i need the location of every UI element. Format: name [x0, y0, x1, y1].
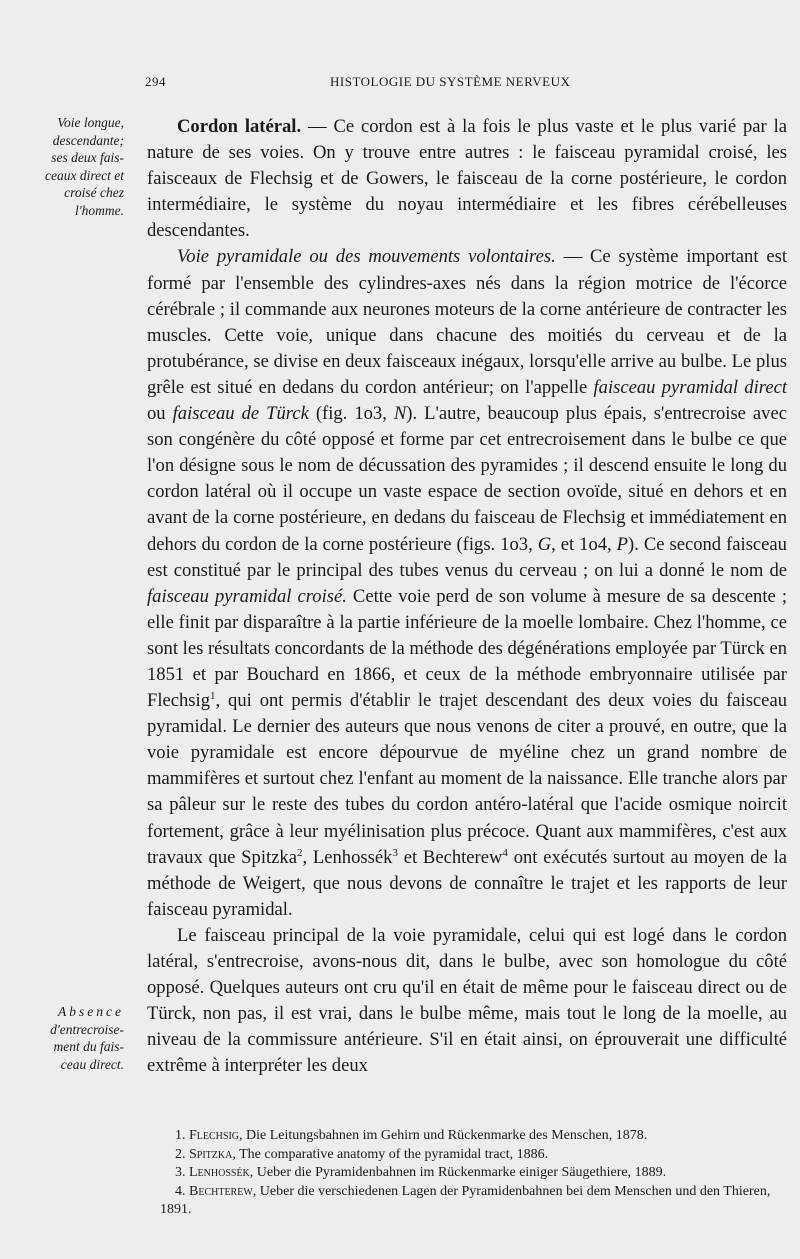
footnote-ref: 3: [392, 846, 398, 859]
figure-letter: G: [537, 533, 552, 555]
paragraph-text: ). L'autre, beaucoup plus épais, s'entrecroise avec son congénère du côté opposé et forme par cet entrecroisement dans le bulbe ce que l'on désigne sous le nom de décussation des pyramides ; il descend ensuite le long du cordon latéral où il occupe un vaste espace de section ovoïde, situé en dehors et en avant de la corne postérieure, en dedans du faisceau de Flechsig et immédiatement en dehors du cordon de la corne postérieure (figs. 1o3,: [147, 403, 787, 555]
paragraph-text: , qui ont permis d'établir le trajet descendant des deux voies du faisceau pyramidal. Le dernier des auteurs que nous venons de citer a prouvé, en outre, que la voie pyramidale est encore dépourvue de myéline chez un grand nombre de mammifères et surtout chez l'enfant au moment de la naissance. Elle tranche alors par sa pâleur sur le reste des tubes du cordon antéro-latéral que l'acide osmique noircit fortement, grâce à leur myélinisation plus précoce. Quant aux mammifères, c'est aux travaux que Spitzka: [147, 690, 787, 868]
paragraph-text: ou: [147, 403, 173, 425]
margin-note-line: Voie longue,: [57, 115, 124, 130]
margin-note-voie-longue: [6, 114, 124, 219]
paragraph-text: , Lenhossék: [302, 846, 393, 868]
footnote-number: 4.: [175, 1183, 186, 1199]
paragraph-faisceau-principal: Le faisceau principal de la voie pyramidale, celui qui est logé dans le cordon latéral, s'entrecroise, avons-nous dit, dans le bulbe, avec son homologue du côté opposé. Quelques auteurs ont cru qu'il en était de même pour le faisceau direct ou de Türck, non pas, il est vrai, dans le bulbe même, mais tout le long de la moelle, au niveau de la commissure antérieure. S'il en était ainsi, on éprouverait une difficulté extrême à interpréter les deux: [147, 924, 787, 1077]
term-italic: faisceau pyramidal direct: [593, 376, 787, 398]
footnotes: [160, 1127, 780, 1220]
footnote-author: Spitzka: [189, 1146, 233, 1162]
body-text: [147, 114, 787, 1079]
paragraph-cordon-lateral: [147, 114, 787, 244]
paragraph-text: et Bechterew: [397, 846, 503, 868]
page-number: 294: [145, 74, 166, 89]
footnote-ref: 4: [502, 846, 508, 859]
margin-note-line: ses deux fais-: [51, 150, 124, 165]
margin-note-line: d'entrecroise-: [50, 1021, 124, 1037]
margin-note-line: ment du fais-: [53, 1039, 124, 1054]
figure-letter: P: [616, 533, 629, 555]
paragraph-text: — Ce cordon est à la fois le plus vaste et le plus varié par la nature de ses voies. On y trouve entre autres : le faisceau pyramidal croisé, les faisceaux de Flechsig et de Gowers, le faisceau de la corne postérieure, le cordon intermédiaire, le système du noyau intermédiaire et les fibres cérébelleuses descendantes.: [147, 116, 787, 242]
footnote-author: Lenhossék: [189, 1165, 250, 1181]
footnote-text: , Ueber die Pyramidenbahnen im Rückenmarke einiger Säugethiere, 1889.: [249, 1165, 667, 1181]
section-heading: Cordon latéral.: [177, 116, 302, 137]
footnote-text: , The comparative anatomy of the pyramidal tract, 1886.: [232, 1146, 549, 1162]
paragraph-text: ont exécutés surtout au moyen de la méthode de Weigert, que nous devons de connaître le trajet et les rapports de leur faisceau pyramidal.: [147, 846, 787, 920]
paragraph-text: (fig. 1o3,: [308, 403, 394, 425]
footnote-number: 2.: [175, 1146, 186, 1162]
margin-note-line: croisé chez: [64, 185, 124, 200]
paragraph-text: — Ce système important est formé par l'ensemble des cylindres-axes nés dans la région motrice de l'écorce cérébrale ; il commande aux neurones moteurs de la corne antérieure de contracter les muscles. Cette voie, unique dans chacune des moitiés du cerveau et de la protubérance, se divise en deux faisceaux inégaux, lorsqu'elle arrive au bulbe. Le plus grêle est situé en dedans du cordon antérieur; on l'appelle: [147, 246, 787, 398]
subsection-title: Voie pyramidale ou des mouvements volontaires.: [177, 246, 556, 268]
paragraph-text: ). Ce second faisceau est constitué par le principal des tubes venus du cerveau ; on lui a donné le nom de: [147, 533, 787, 581]
paragraph-text: , et 1o4,: [551, 533, 617, 555]
running-title: HISTOLOGIE DU SYSTÈME NERVEUX: [330, 74, 571, 89]
footnote-1: [160, 1127, 780, 1146]
footnote-2: [160, 1146, 780, 1165]
footnote-text: , Die Leitungsbahnen im Gehirn und Rückenmarke des Menschen, 1878.: [239, 1128, 648, 1143]
margin-note-line: ceaux direct et: [45, 167, 124, 183]
margin-note-absence: [6, 1003, 124, 1073]
paragraph-text: Cette voie perd de son volume à mesure de sa descente ; elle finit par disparaître à la partie inférieure de la moelle lombaire. Chez l'homme, ce sont les résultats concordants de la méthode des dégénérations employée par Türck en 1851 et par Bouchard en 1866, et ceux de la méthode embryonnaire utilisée par Flechsig: [147, 585, 787, 712]
footnote-text: , Ueber die verschiedenen Lagen der Pyramidenbahnen bei dem Menschen und den Thieren, 1891.: [160, 1183, 771, 1218]
footnote-4: [160, 1183, 780, 1220]
footnote-3: [160, 1164, 780, 1183]
term-italic: faisceau pyramidal croisé.: [147, 585, 347, 607]
footnote-author: Flechsig: [189, 1128, 240, 1143]
figure-letter: N: [393, 403, 407, 425]
footnote-ref: 1: [210, 689, 216, 702]
term-italic: faisceau de Türck: [172, 403, 309, 425]
margin-note-line: ceau direct.: [60, 1056, 124, 1072]
footnote-ref: 2: [296, 846, 303, 859]
margin-note-line: l'homme.: [74, 202, 124, 218]
footnote-author: Bechterew: [189, 1183, 253, 1199]
margin-note-line: descendante;: [52, 132, 124, 148]
footnote-number: 1.: [175, 1128, 186, 1143]
footnote-number: 3.: [175, 1165, 186, 1181]
margin-note-line: Absence: [58, 1004, 124, 1019]
paragraph-voie-pyramidale: [147, 244, 787, 922]
